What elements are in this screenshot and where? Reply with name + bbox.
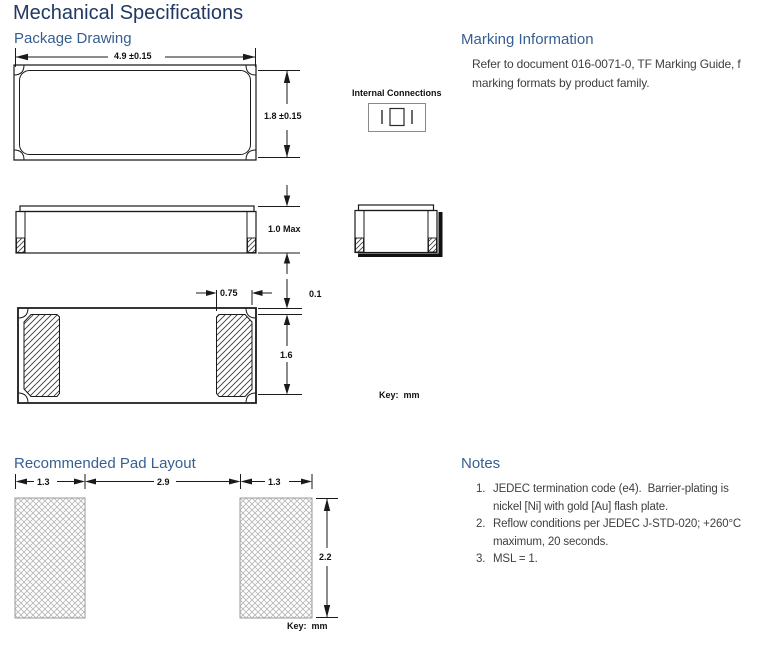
bottom-view-drawing — [18, 308, 256, 403]
marking-information-text — [472, 55, 741, 93]
package-drawing-key: Key: mm — [379, 390, 420, 400]
note-line: Reflow conditions per JEDEC J-STD-020; +260°C — [493, 518, 742, 530]
dim-label-width: 4.9 ±0.15 — [114, 51, 152, 61]
marking-text-line-2: marking formats by product family. — [472, 76, 650, 90]
dim-label-height: 1.8 ±0.15 — [264, 111, 302, 121]
page-title: Mechanical Specifications — [13, 2, 244, 24]
dim-label-pad-height: 1.6 — [280, 350, 293, 360]
side-view-drawing — [16, 206, 256, 253]
dim-label-pad-width: 0.75 — [220, 288, 238, 298]
note-line: nickel [Ni] with gold [Au] flash plate. — [493, 500, 669, 513]
dim-label-thickness: 1.0 Max — [268, 224, 301, 234]
note-number: 1. — [476, 483, 486, 495]
note-number: 2. — [476, 518, 486, 530]
note-line: maximum, 20 seconds. — [493, 535, 609, 548]
notes-heading: Notes — [461, 455, 501, 472]
internal-connection-diagram — [369, 104, 426, 132]
marking-information-heading: Marking Information — [461, 31, 594, 48]
note-item — [476, 481, 741, 516]
marking-text-line-1: Refer to document 016-0071-0, TF Marking Guide, f — [472, 57, 741, 71]
note-item — [476, 551, 741, 569]
end-view-drawing — [355, 205, 443, 257]
dim-standoff-pad-height-lines — [258, 279, 302, 395]
top-view-drawing — [14, 65, 256, 160]
package-drawing-heading: Package Drawing — [14, 30, 132, 47]
dim-label-pad-center: 2.9 — [157, 477, 170, 487]
internal-connection-label: Internal Connections — [352, 88, 442, 98]
note-line: MSL = 1. — [493, 553, 538, 565]
dim-label-pad-left: 1.3 — [37, 477, 50, 487]
notes-list — [476, 481, 741, 569]
note-number: 3. — [476, 553, 486, 565]
pad-layout-key: Key: mm — [287, 621, 328, 631]
note-item — [476, 516, 741, 551]
dim-label-pad-right: 1.3 — [268, 477, 281, 487]
pad-layout-heading: Recommended Pad Layout — [14, 455, 196, 472]
note-text — [493, 481, 729, 516]
dim-label-pad-height-2: 2.2 — [319, 552, 332, 562]
note-text — [493, 551, 538, 569]
dim-label-standoff: 0.1 — [309, 289, 322, 299]
pad-layout-drawing — [15, 474, 338, 618]
note-text — [493, 516, 741, 551]
note-line: JEDEC termination code (e4). Barrier-plating is — [493, 483, 729, 495]
